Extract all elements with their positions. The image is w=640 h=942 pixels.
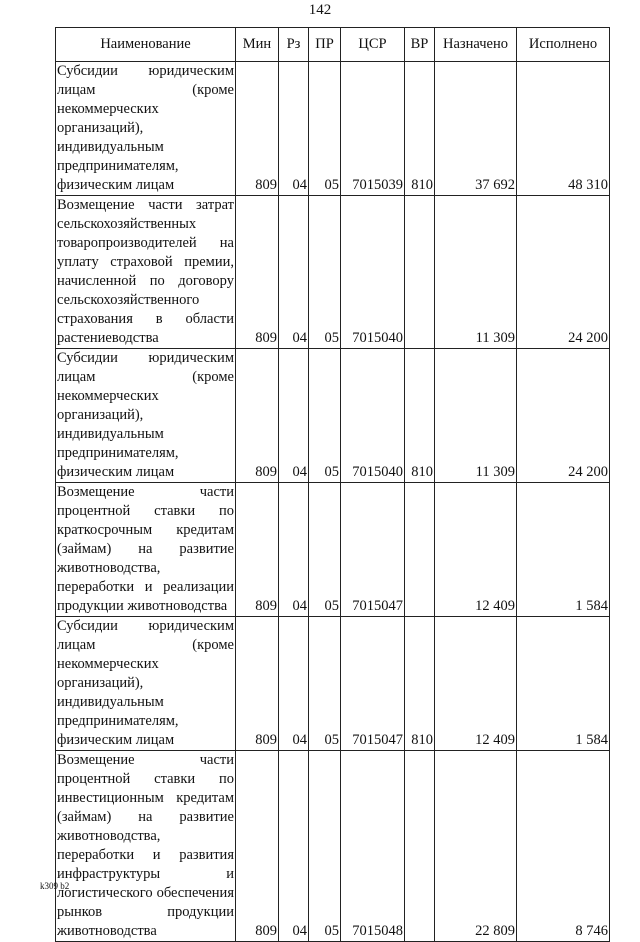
row-vr: 810 [405, 617, 435, 751]
row-name: Субсидии юридическим лицам (кроме некоммерческих организаций), индивидуальным предпринимателям, физическим лицам [56, 349, 236, 483]
row-pr: 05 [309, 751, 341, 942]
row-rz: 04 [279, 349, 309, 483]
row-vr: 810 [405, 349, 435, 483]
row-name: Субсидии юридическим лицам (кроме некоммерческих организаций), индивидуальным предпринимателям, физическим лицам [56, 62, 236, 196]
table-row [56, 62, 610, 196]
table-row [56, 349, 610, 483]
row-vr: 810 [405, 62, 435, 196]
row-min: 809 [236, 62, 279, 196]
row-pr: 05 [309, 483, 341, 617]
row-rz: 04 [279, 617, 309, 751]
table-row [56, 751, 610, 942]
row-assigned: 37 692 [435, 62, 517, 196]
budget-table [55, 27, 610, 942]
row-name: Субсидии юридическим лицам (кроме некоммерческих организаций), индивидуальным предпринимателям, физическим лицам [56, 617, 236, 751]
row-csr: 7015039 [341, 62, 405, 196]
row-pr: 05 [309, 196, 341, 349]
column-header-executed: Исполнено [517, 28, 610, 62]
column-header-rz: Рз [279, 28, 309, 62]
row-min: 809 [236, 751, 279, 942]
row-pr: 05 [309, 62, 341, 196]
row-assigned: 11 309 [435, 196, 517, 349]
row-min: 809 [236, 349, 279, 483]
row-assigned: 12 409 [435, 617, 517, 751]
row-name: Возмещение части процентной ставки по инвестиционным кредитам (займам) на развитие животноводства, переработки и развития инфраструктуры и логистического обеспечения рынков продукции животноводства [56, 751, 236, 942]
row-csr: 7015048 [341, 751, 405, 942]
table-row [56, 196, 610, 349]
row-assigned: 11 309 [435, 349, 517, 483]
row-pr: 05 [309, 617, 341, 751]
row-csr: 7015040 [341, 349, 405, 483]
row-executed: 48 310 [517, 62, 610, 196]
row-vr [405, 196, 435, 349]
table-row [56, 617, 610, 751]
row-name: Возмещение части процентной ставки по краткосрочным кредитам (займам) на развитие животноводства, переработки и реализации продукции животноводства [56, 483, 236, 617]
table-header-row [56, 28, 610, 62]
row-executed: 24 200 [517, 196, 610, 349]
row-rz: 04 [279, 196, 309, 349]
page-number: 142 [308, 2, 332, 18]
row-min: 809 [236, 483, 279, 617]
row-executed: 1 584 [517, 617, 610, 751]
column-header-min: Мин [236, 28, 279, 62]
row-rz: 04 [279, 751, 309, 942]
row-rz: 04 [279, 62, 309, 196]
row-vr [405, 751, 435, 942]
row-csr: 7015040 [341, 196, 405, 349]
row-pr: 05 [309, 349, 341, 483]
row-vr [405, 483, 435, 617]
row-min: 809 [236, 617, 279, 751]
row-executed: 24 200 [517, 349, 610, 483]
row-min: 809 [236, 196, 279, 349]
row-assigned: 12 409 [435, 483, 517, 617]
footer-code: k309 b2 [40, 881, 70, 891]
row-csr: 7015047 [341, 617, 405, 751]
row-assigned: 22 809 [435, 751, 517, 942]
row-rz: 04 [279, 483, 309, 617]
table-row [56, 483, 610, 617]
row-name: Возмещение части затрат сельскохозяйственных товаропроизводителей на уплату страховой премии, начисленной по договору сельскохозяйственного страхования в области растениеводства [56, 196, 236, 349]
row-executed: 8 746 [517, 751, 610, 942]
row-csr: 7015047 [341, 483, 405, 617]
column-header-csr: ЦСР [341, 28, 405, 62]
row-executed: 1 584 [517, 483, 610, 617]
column-header-assigned: Назначено [435, 28, 517, 62]
column-header-vr: ВР [405, 28, 435, 62]
column-header-pr: ПР [309, 28, 341, 62]
column-header-name: Наименование [56, 28, 236, 62]
